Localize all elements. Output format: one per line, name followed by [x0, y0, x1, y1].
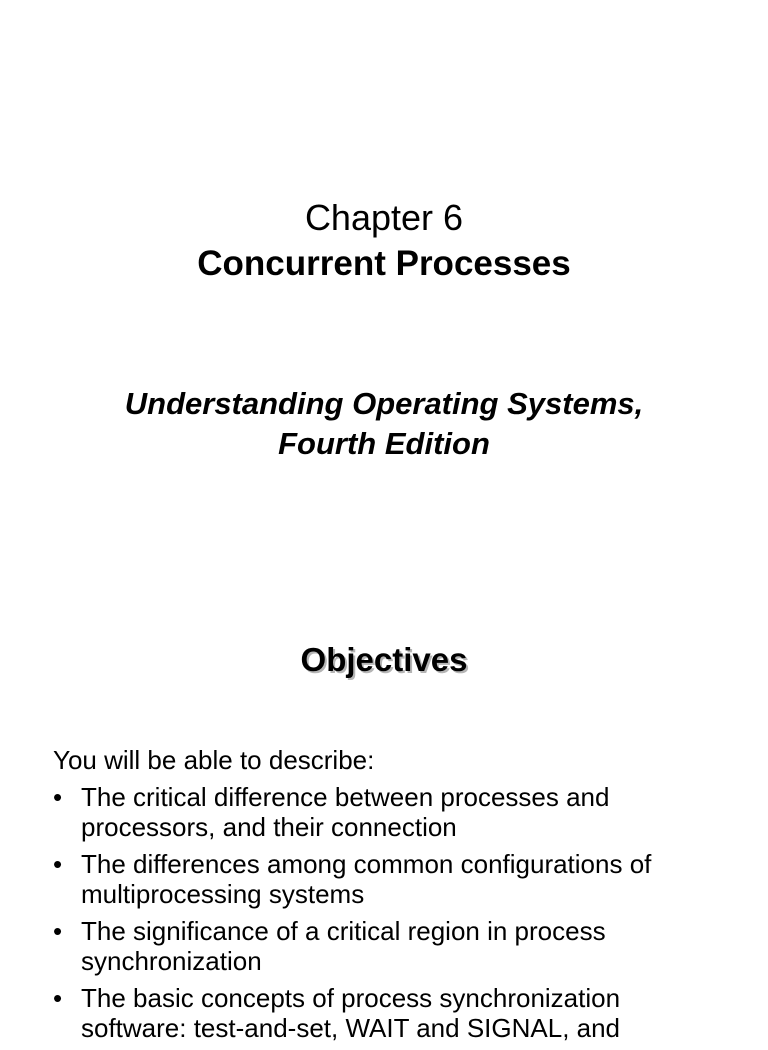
objective-item [53, 983, 713, 1043]
objective-line-2: software: test-and-set, WAIT and SIGNAL, and [81, 1013, 621, 1043]
objective-item [53, 849, 713, 909]
objective-line-2: processors, and their connection [81, 812, 457, 842]
bullet-dot-icon: • [53, 983, 63, 1013]
objectives-list [53, 782, 713, 1050]
objectives-heading: Objectives [300, 641, 468, 678]
bullet-dot-icon: • [53, 916, 63, 946]
objective-line-1: The critical difference between processes and [81, 782, 610, 812]
objectives-slide [0, 560, 768, 1043]
objective-line-1: The significance of a critical region in process [81, 916, 606, 946]
objective-line-1: The basic concepts of process synchronization [81, 983, 621, 1013]
objective-item [53, 782, 713, 842]
chapter-label: Chapter 6 [304, 197, 464, 238]
objective-line-2: multiprocessing systems [81, 879, 365, 909]
book-title-line-1: Understanding Operating Systems, [124, 386, 644, 421]
bullet-dot-icon: • [53, 782, 63, 812]
objective-item [53, 916, 713, 976]
book-title-line-2: Fourth Edition [278, 426, 490, 461]
objective-line-2: synchronization [81, 946, 262, 976]
chapter-title: Concurrent Processes [197, 244, 571, 283]
book-title [0, 384, 768, 464]
bullet-dot-icon: • [53, 849, 63, 879]
objectives-intro: You will be able to describe: [53, 745, 375, 775]
objective-line-1: The differences among common configurations of [81, 849, 652, 879]
